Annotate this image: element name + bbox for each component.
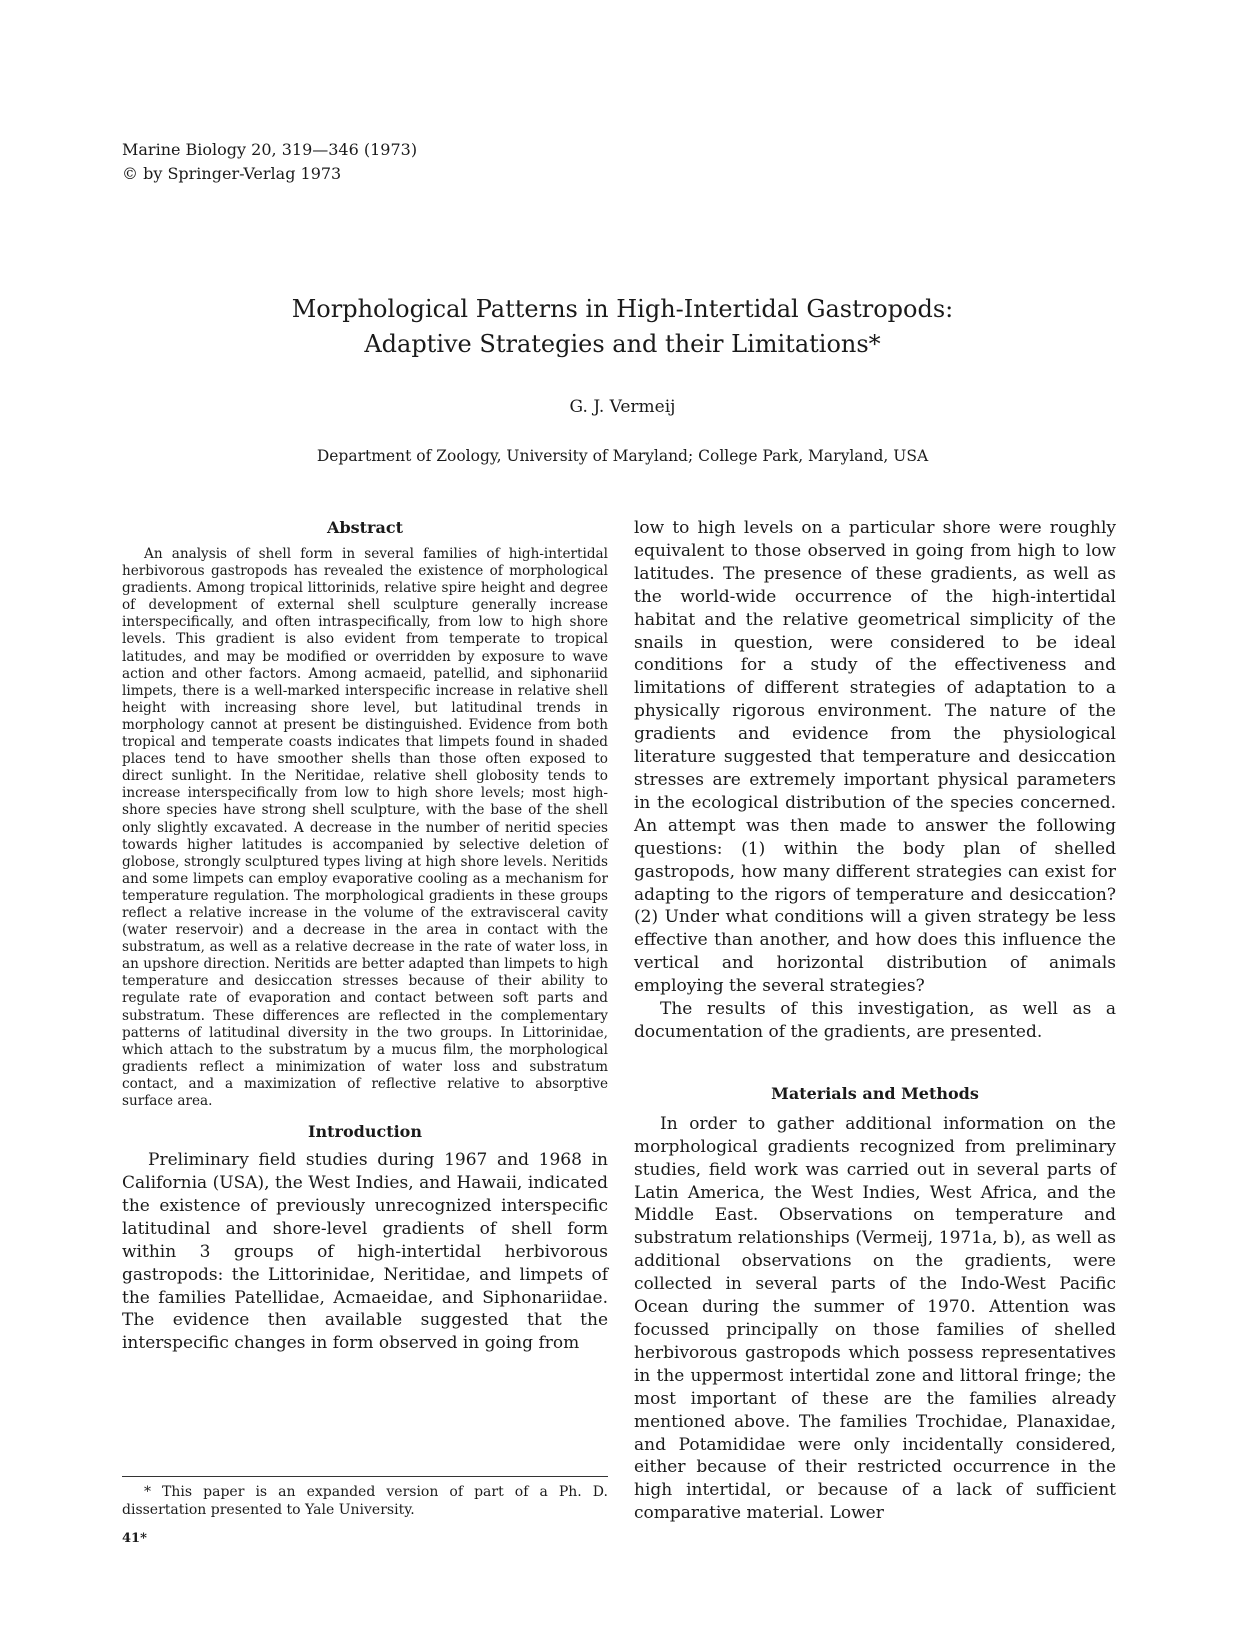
author-name: G. J. Vermeij: [569, 397, 676, 417]
title-line-2: Adaptive Strategies and their Limitations*: [364, 330, 881, 358]
methods-heading: Materials and Methods: [771, 1083, 979, 1103]
journal-citation: Marine Biology 20, 319—346 (1973): [122, 140, 418, 159]
introduction-closing-paragraph: The results of this investigation, as well as a documentation of the gradients, are presented.: [634, 999, 1116, 1042]
left-column: [122, 518, 608, 1355]
page-number: 41*: [122, 1531, 147, 1546]
copyright-line: © by Springer-Verlag 1973: [122, 164, 342, 183]
introduction-heading: Introduction: [308, 1122, 422, 1142]
introduction-continued: low to high levels on a particular shore were roughly equivalent to those observed in going from high to low latitudes. The presence of these gradients, as well as the world-wide occurrence of the high-intertidal habitat and the relative geometrical simplicity of the snails in question, were considered to be ideal conditions for a study of the effectiveness and limitations of different strategies of adaptation to a physically rigorous environment. The nature of the gradients and evidence from the physiological literature suggested that temperature and desiccation stresses are extremely important physical parameters in the ecological distribution of the species concerned. An attempt was then made to answer the following questions: (1) within the body plan of shelled gastropods, how many different strategies can exist for adapting to the rigors of temperature and desiccation? (2) Under what conditions will a given strategy be less effective than another, and how does this influence the vertical and horizontal distribution of animals employing the several strategies?: [634, 518, 1116, 997]
introduction-paragraph: Preliminary field studies during 1967 and 1968 in California (USA), the West Indies, and Hawaii, indicated the existence of previously unrecognized interspecific latitudinal and shore-level gradients of shell form within 3 groups of high-intertidal herbivorous gastropods: the Littorinidae, Neritidae, and limpets of the families Patellidae, Acmaeidae, and Siphonariidae. The evidence then available suggested that the interspecific changes in form observed in going from: [122, 1150, 608, 1354]
footnote: [122, 1476, 608, 1519]
abstract-text: An analysis of shell form in several families of high-intertidal herbivorous gastropods has revealed the existence of morphological gradients. Among tropical littorinids, relative spire height and degree of development of external shell sculpture generally increase interspecifically, and often intraspecifically, from low to high shore levels. This gradient is also evident from temperate to tropical latitudes, and may be modified or overridden by exposure to wave action and other factors. Among acmaeid, patellid, and siphonariid limpets, there is a well-marked interspecific increase in relative shell height with increasing shore level, but latitudinal trends in morphology cannot at present be distinguished. Evidence from both tropical and temperate coasts indicates that limpets found in shaded places tend to have smoother shells than those often exposed to direct sunlight. In the Neritidae, relative shell globosity tends to increase interspecifically from low to high shore levels; most high-shore species have strong shell sculpture, with the base of the shell only slightly excavated. A decrease in the number of neritid species towards higher latitudes is accompanied by selective deletion of globose, strongly sculptured types living at high shore levels. Neritids and some limpets can employ evaporative cooling as a mechanism for temperature regulation. The morphological gradients in these groups reflect a relative increase in the volume of the extravisceral cavity (water reservoir) and a decrease in the area in contact with the substratum, as well as a relative decrease in the rate of water loss, in an upshore direction. Neritids are better adapted than limpets to high temperature and desiccation stresses because of their ability to regulate rate of evaporation and contact between soft parts and substratum. These differences are reflected in the complementary patterns of latitudinal diversity in the two groups. In Littorinidae, which attach to the substratum by a mucus film, the morphological gradients reflect a minimization of water loss and substratum contact, and a maximization of reflective relative to absorptive surface area.: [122, 546, 608, 1109]
right-column: [634, 517, 1116, 1525]
footnote-text: * This paper is an expanded version of part of a Ph. D. dissertation presented to Yale University.: [122, 1484, 608, 1518]
author-affiliation: Department of Zoology, University of Maryland; College Park, Maryland, USA: [316, 447, 929, 465]
journal-header: [122, 138, 417, 186]
abstract-heading: Abstract: [327, 518, 403, 537]
paper-title: [0, 292, 1245, 362]
methods-paragraph: In order to gather additional information on the morphological gradients recognized from preliminary studies, field work was carried out in several parts of Latin America, the West Indies, West Africa, and the Middle East. Observations on temperature and substratum relationships (Vermeij, 1971a, b), as well as additional observations on the gradients, were collected in several parts of the Indo-West Pacific Ocean during the summer of 1970. Attention was focussed principally on those families of shelled herbivorous gastropods which possess representatives in the uppermost intertidal zone and littoral fringe; the most important of these are the families already mentioned above. The families Trochidae, Planaxidae, and Potamididae were only incidentally considered, either because of their restricted occurrence in the high intertidal, or because of a lack of sufficient comparative material. Lower: [634, 1113, 1116, 1524]
title-line-1: Morphological Patterns in High-Intertidal Gastropods:: [291, 295, 954, 323]
